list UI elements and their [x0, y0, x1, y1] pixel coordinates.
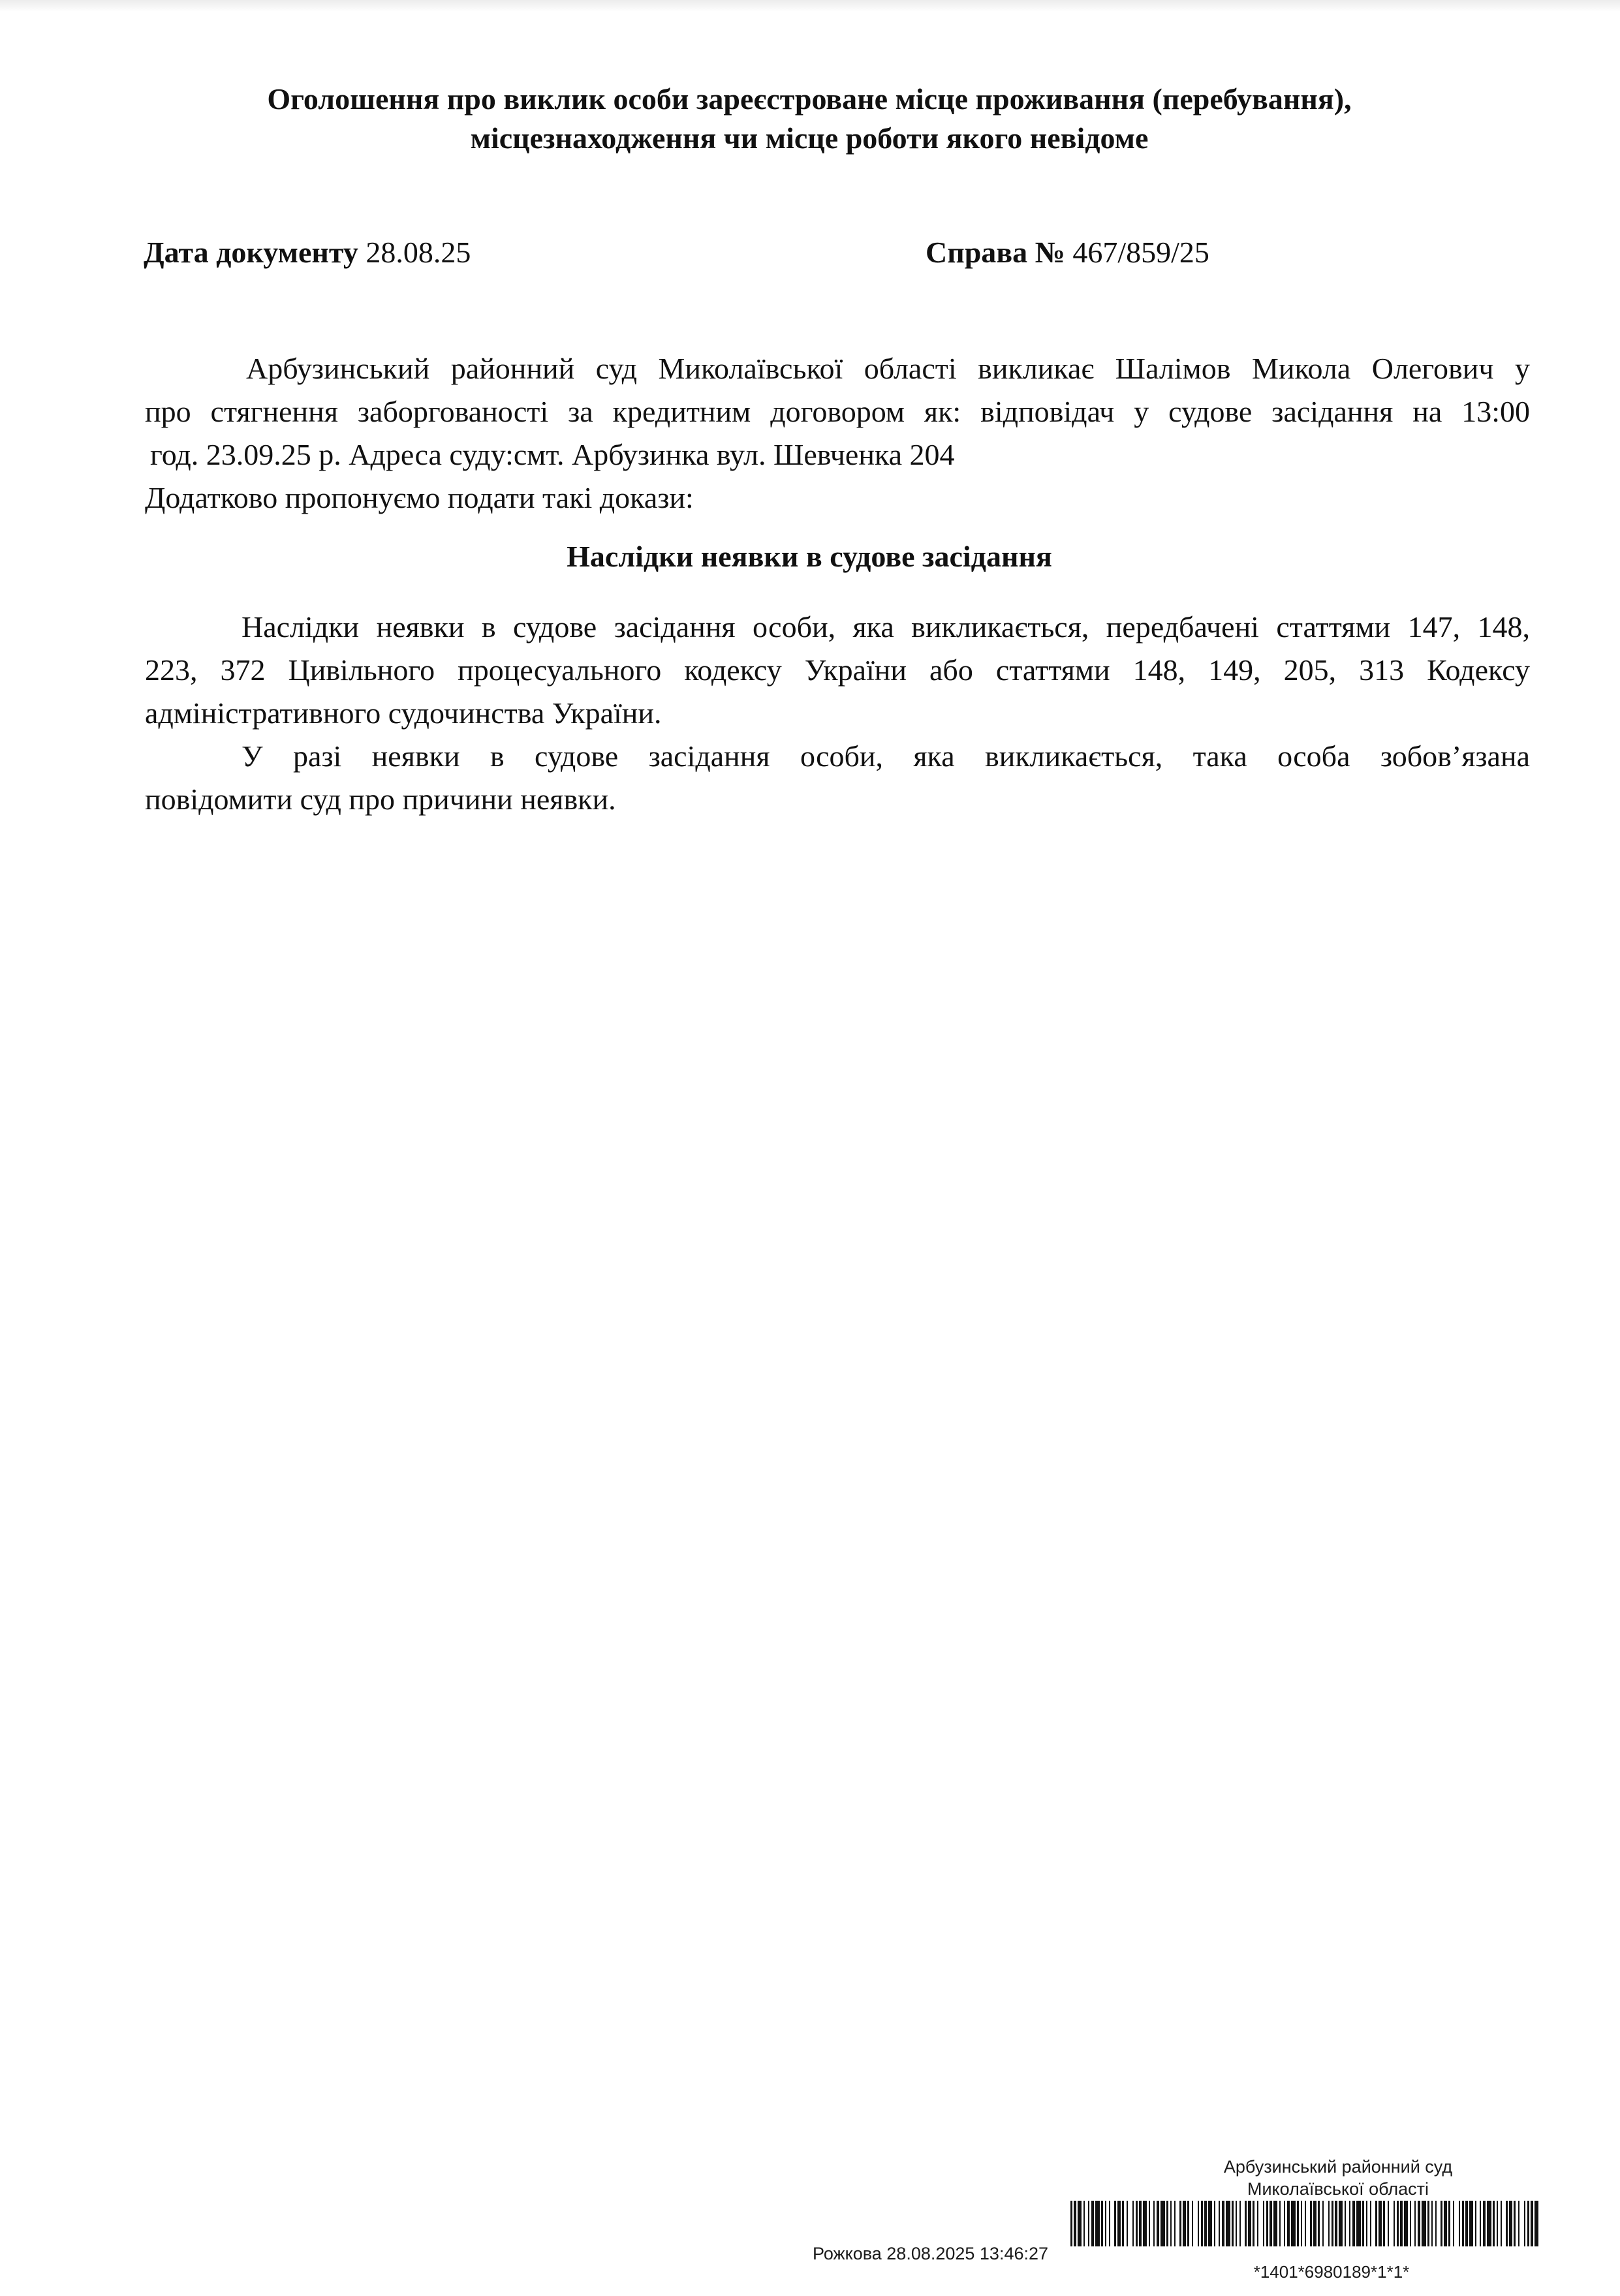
- case-number: [926, 235, 1209, 270]
- consequences-p2-line-2: повідомити суд про причини неявки.: [145, 783, 616, 816]
- barcode-bar: [1400, 2201, 1403, 2246]
- barcode-bar: [1453, 2201, 1454, 2246]
- summons-line-4: Додатково пропонуємо подати такі докази:: [145, 481, 694, 514]
- barcode-bar: [1527, 2201, 1529, 2246]
- barcode-bar: [1132, 2201, 1134, 2246]
- summons-paragraph: [145, 347, 1530, 520]
- barcode-bar: [1427, 2201, 1429, 2246]
- barcode-bar: [1394, 2201, 1395, 2246]
- title-line-2: місцезнаходження чи місце роботи якого невідоме: [470, 121, 1149, 155]
- barcode-bar: [1370, 2201, 1371, 2246]
- barcode-bar: [1345, 2201, 1346, 2246]
- barcode-bar: [1480, 2201, 1481, 2246]
- barcode-number: *1401*6980189*1*1*: [1253, 2262, 1410, 2282]
- document-date: [144, 235, 471, 270]
- summons-line-3: год. 23.09.25 р. Адреса суду:смт. Арбузинка вул. Шевченка 204: [150, 438, 955, 471]
- barcode-bar: [1410, 2201, 1411, 2246]
- barcode-bar: [1266, 2201, 1268, 2246]
- barcode-bar: [1170, 2201, 1172, 2246]
- barcode-bar: [1204, 2201, 1207, 2246]
- consequences-p1-line-3: адміністративного судочинства України.: [145, 696, 662, 730]
- barcode-bar: [1091, 2201, 1094, 2246]
- case-label: Справа №: [926, 236, 1065, 269]
- barcode-bar: [1462, 2201, 1464, 2246]
- barcode-bar: [1070, 2201, 1072, 2246]
- footer-court-line-2: Миколаївської області: [1247, 2179, 1429, 2199]
- barcode-bar: [1101, 2201, 1103, 2246]
- barcode-bar: [1239, 2201, 1241, 2246]
- barcode-bar: [1232, 2201, 1234, 2246]
- barcode-bar: [1174, 2201, 1176, 2246]
- consequences-p2-line-1: У разі неявки в судове засідання особи, яка викликається, така особа зобов’язана: [241, 739, 1530, 773]
- barcode-bar: [1318, 2201, 1320, 2246]
- barcode-bar: [1236, 2201, 1237, 2246]
- barcode-bar: [1245, 2201, 1247, 2246]
- barcode-bar: [1497, 2201, 1498, 2246]
- barcode-bar: [1214, 2201, 1215, 2246]
- document-title: [157, 80, 1462, 158]
- barcode-bar: [1379, 2201, 1382, 2246]
- barcode-bar: [1074, 2201, 1076, 2246]
- barcode-bar: [1198, 2201, 1199, 2246]
- barcode-bar: [1279, 2201, 1281, 2246]
- summons-line-2: про стягнення заборгованості за кредитним договором як: відповідач у судове засідання на 13:00: [145, 395, 1530, 428]
- barcode-bar: [1078, 2201, 1082, 2246]
- barcode-bar: [1501, 2201, 1502, 2246]
- barcode-bar: [1122, 2201, 1124, 2246]
- barcode-bar: [1444, 2201, 1447, 2246]
- consequences-p1-line-1: Наслідки неявки в судове засідання особи, яка викликається, передбачені статтями 147, 148,: [241, 610, 1530, 644]
- barcode-bar: [1422, 2201, 1426, 2246]
- barcode-bar: [1514, 2201, 1516, 2246]
- barcode-bar: [1109, 2201, 1110, 2246]
- barcode-bar: [1297, 2201, 1299, 2246]
- barcode-bar: [1153, 2201, 1155, 2246]
- barcode-bar: [1248, 2201, 1251, 2246]
- barcode-bar: [1179, 2201, 1181, 2246]
- barcode-bar: [1287, 2201, 1290, 2246]
- barcode-bar: [1166, 2201, 1168, 2246]
- barcode-bar: [1366, 2201, 1367, 2246]
- barcode-bar: [1362, 2201, 1364, 2246]
- barcode-bar: [1114, 2201, 1116, 2246]
- barcode-bar: [1284, 2201, 1285, 2246]
- barcode-bar: [1518, 2201, 1519, 2246]
- consequences-paragraph-1: [145, 606, 1530, 821]
- barcode-bar: [1483, 2201, 1486, 2246]
- barcode-bar: [1187, 2201, 1189, 2246]
- barcode-bar: [1404, 2201, 1408, 2246]
- barcode-bar: [1270, 2201, 1272, 2246]
- barcode-bar: [1183, 2201, 1186, 2246]
- barcode-bar: [1509, 2201, 1512, 2246]
- barcode-bar: [1301, 2201, 1302, 2246]
- barcode-bar: [1459, 2201, 1460, 2246]
- barcode-bar: [1263, 2201, 1264, 2246]
- consequences-p1-line-2: 223, 372 Цивільного процесуального кодексу України або статтями 148, 149, 205, 313 Кодексу: [145, 653, 1530, 687]
- barcode-bar: [1201, 2201, 1203, 2246]
- barcode-bar: [1208, 2201, 1212, 2246]
- case-value: 467/859/25: [1072, 236, 1209, 269]
- barcode-bar: [1356, 2201, 1361, 2246]
- barcode-bar: [1143, 2201, 1147, 2246]
- barcode-bar: [1448, 2201, 1450, 2246]
- barcode-bar: [1531, 2201, 1533, 2246]
- footer-signature: Рожкова 28.08.2025 13:46:27: [813, 2244, 1049, 2263]
- barcode-bar: [1257, 2201, 1258, 2246]
- barcode-bar: [1435, 2201, 1437, 2246]
- barcode-bar: [1431, 2201, 1433, 2246]
- barcode-bar: [1219, 2201, 1220, 2246]
- barcode-bar: [1192, 2201, 1193, 2246]
- barcode-bar: [1475, 2201, 1476, 2246]
- barcode-bar: [1127, 2201, 1128, 2246]
- document-barcode: [1070, 2201, 1540, 2246]
- barcode-bar: [1088, 2201, 1089, 2246]
- barcode-bar: [1397, 2201, 1399, 2246]
- barcode-bar: [1332, 2201, 1333, 2246]
- consequences-heading: Наслідки неявки в судове засідання: [567, 540, 1052, 573]
- barcode-bar: [1418, 2201, 1420, 2246]
- barcode-bar: [1313, 2201, 1316, 2246]
- barcode-bar: [1095, 2201, 1100, 2246]
- barcode-bar: [1310, 2201, 1312, 2246]
- barcode-bar: [1469, 2201, 1473, 2246]
- barcode-bar: [1149, 2201, 1150, 2246]
- barcode-bar: [1291, 2201, 1296, 2246]
- barcode-bar: [1253, 2201, 1254, 2246]
- barcode-bar: [1222, 2201, 1224, 2246]
- barcode-bar: [1352, 2201, 1355, 2246]
- barcode-bar: [1083, 2201, 1085, 2246]
- barcode-bar: [1335, 2201, 1337, 2246]
- date-label: Дата документу: [144, 236, 358, 269]
- barcode-bar: [1160, 2201, 1165, 2246]
- title-line-1: Оголошення про виклик особи зареєстроване місце проживання (перебування),: [267, 82, 1352, 116]
- barcode-bar: [1383, 2201, 1385, 2246]
- barcode-bar: [1487, 2201, 1491, 2246]
- barcode-bar: [1273, 2201, 1277, 2246]
- barcode-bar: [1506, 2201, 1508, 2246]
- barcode-bar: [1226, 2201, 1230, 2246]
- footer-court-stamp: [1110, 2156, 1566, 2200]
- barcode-bar: [1388, 2201, 1389, 2246]
- barcode-bar: [1465, 2201, 1468, 2246]
- barcode-bar: [1117, 2201, 1121, 2246]
- barcode-bar: [1139, 2201, 1142, 2246]
- barcode-bar: [1136, 2201, 1138, 2246]
- scan-edge-shadow: [0, 0, 1620, 12]
- barcode-bar: [1349, 2201, 1350, 2246]
- barcode-bar: [1322, 2201, 1324, 2246]
- barcode-bar: [1328, 2201, 1330, 2246]
- barcode-bar: [1305, 2201, 1306, 2246]
- barcode-bar: [1493, 2201, 1495, 2246]
- barcode-bar: [1524, 2201, 1525, 2246]
- summons-line-1: Арбузинський районний суд Миколаївської області викликає Шалімов Микола Олегович у: [246, 352, 1530, 385]
- barcode-bar: [1414, 2201, 1416, 2246]
- barcode-bar: [1339, 2201, 1343, 2246]
- barcode-bar: [1375, 2201, 1377, 2246]
- footer-court-line-1: Арбузинський районний суд: [1223, 2157, 1453, 2177]
- barcode-bar: [1105, 2201, 1106, 2246]
- barcode-bar: [1534, 2201, 1538, 2246]
- barcode-bar: [1157, 2201, 1159, 2246]
- date-value: 28.08.25: [366, 236, 471, 269]
- barcode-bar: [1441, 2201, 1442, 2246]
